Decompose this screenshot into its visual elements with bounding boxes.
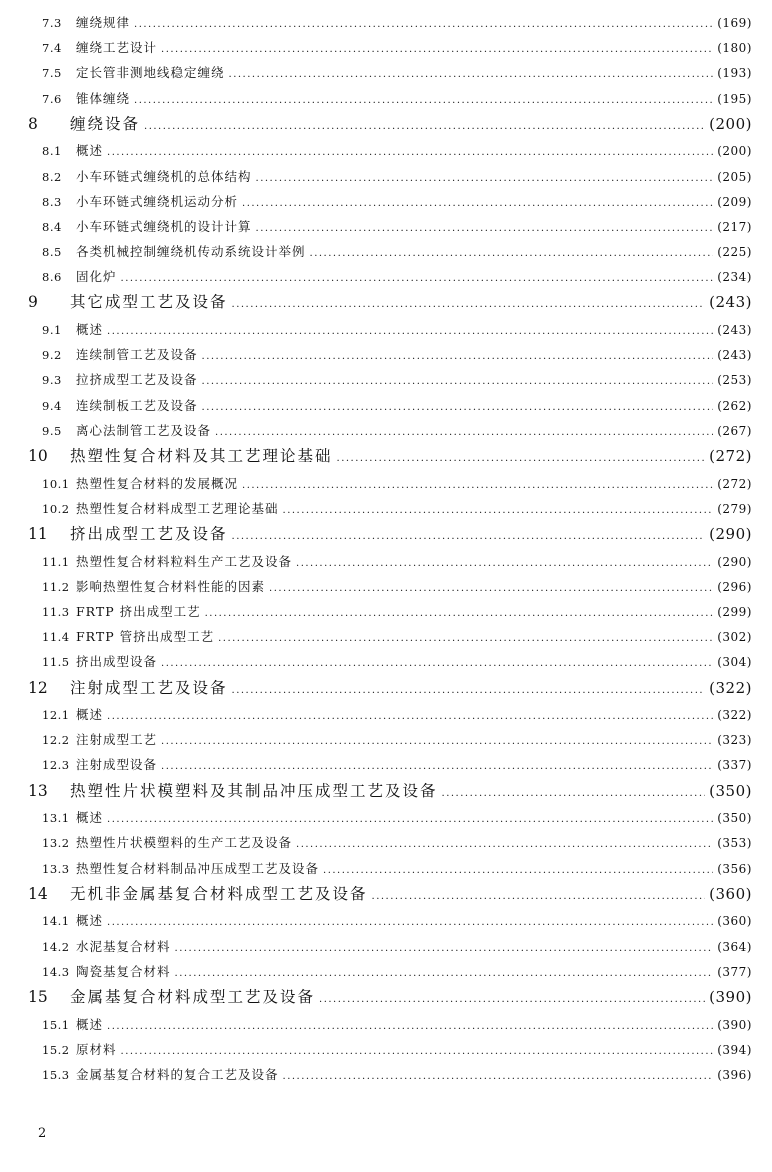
toc-entry-title: 概述 xyxy=(76,1016,104,1032)
toc-section-entry xyxy=(28,342,752,367)
toc-entry-page: (243) xyxy=(717,348,752,363)
toc-entry-number: 13.1 xyxy=(42,811,70,826)
dot-leader xyxy=(218,626,713,649)
dot-leader xyxy=(372,883,706,909)
toc-entry-title: 原材料 xyxy=(76,1041,117,1057)
toc-entry-title: 概述 xyxy=(76,913,104,929)
toc-entry-page: (396) xyxy=(717,1067,752,1082)
toc-section-entry xyxy=(28,214,752,239)
toc-entry-title: 小车环链式缠绕机的总体结构 xyxy=(76,168,252,184)
toc-entry-number: 14.1 xyxy=(42,914,70,929)
toc-entry-number: 9.4 xyxy=(42,398,62,413)
dot-leader xyxy=(232,677,706,703)
toc-entry-title: 缠绕工艺设计 xyxy=(76,40,158,56)
toc-section-entry xyxy=(28,856,752,881)
toc-entry-number: 13 xyxy=(28,781,48,800)
dot-leader xyxy=(310,241,714,264)
dot-leader xyxy=(202,395,714,418)
toc-entry-page: (200) xyxy=(717,144,752,159)
toc-entry-number: 15 xyxy=(28,987,48,1006)
toc-entry-number: 13.3 xyxy=(42,861,70,876)
toc-entry-page: (360) xyxy=(717,914,752,929)
toc-entry-title: 小车环链式缠绕机的设计计算 xyxy=(76,218,252,234)
toc-entry-title: 注射成型设备 xyxy=(76,757,158,773)
toc-section-entry xyxy=(28,574,752,599)
toc-section-entry xyxy=(28,1037,752,1062)
toc-entry-page: (217) xyxy=(717,219,752,234)
toc-entry-page: (322) xyxy=(717,708,752,723)
toc-entry-number: 8.2 xyxy=(42,169,62,184)
toc-entry-page: (337) xyxy=(717,758,752,773)
toc-entry-title: 热塑性片状模塑料及其制品冲压成型工艺及设备 xyxy=(70,781,438,800)
dot-leader xyxy=(121,266,714,289)
toc-entry-number: 11 xyxy=(28,524,48,543)
toc-entry-page: (279) xyxy=(717,501,752,516)
toc-entry-title: 概述 xyxy=(76,143,104,159)
toc-section-entry xyxy=(28,367,752,392)
toc-entry-title: 无机非金属基复合材料成型工艺及设备 xyxy=(70,884,368,903)
dot-leader xyxy=(161,729,713,752)
toc-entry-number: 11.1 xyxy=(42,554,70,569)
toc-entry-number: 12.2 xyxy=(42,733,70,748)
toc-section-entry xyxy=(28,60,752,85)
toc-entry-number: 15.1 xyxy=(42,1017,70,1032)
toc-entry-title: 小车环链式缠绕机运动分析 xyxy=(76,193,239,209)
toc-entry-number: 7.4 xyxy=(42,41,62,56)
toc-chapter-entry xyxy=(28,675,752,703)
toc-entry-title: 缠绕设备 xyxy=(70,114,141,133)
toc-section-entry xyxy=(28,264,752,289)
toc-section-entry xyxy=(28,138,752,163)
toc-entry-number: 14.3 xyxy=(42,964,70,979)
dot-leader xyxy=(319,986,705,1012)
toc-section-entry xyxy=(28,727,752,752)
toc-entry-number: 11.4 xyxy=(42,630,70,645)
toc-entry-number: 13.2 xyxy=(42,836,70,851)
toc-entry-page: (272) xyxy=(717,476,752,491)
dot-leader xyxy=(269,576,713,599)
dot-leader xyxy=(161,754,713,777)
toc-entry-page: (323) xyxy=(717,733,752,748)
dot-leader xyxy=(107,704,713,727)
dot-leader xyxy=(242,473,713,496)
toc-entry-title: 固化炉 xyxy=(76,269,117,285)
toc-entry-number: 12.3 xyxy=(42,758,70,773)
toc-section-entry xyxy=(28,164,752,189)
dot-leader xyxy=(232,523,706,549)
toc-section-entry xyxy=(28,549,752,574)
dot-leader xyxy=(175,936,714,959)
dot-leader xyxy=(107,140,713,163)
toc-entry-number: 9.3 xyxy=(42,373,62,388)
toc-entry-page: (205) xyxy=(717,169,752,184)
toc-section-entry xyxy=(28,496,752,521)
toc-entry-number: 9.2 xyxy=(42,348,62,363)
toc-entry-title: FRTP 挤出成型工艺 xyxy=(76,603,201,619)
toc-chapter-entry xyxy=(28,111,752,139)
toc-entry-title: 缠绕规律 xyxy=(76,15,131,30)
toc-entry-page: (299) xyxy=(717,604,752,619)
dot-leader xyxy=(337,445,706,471)
toc-entry-number: 12.1 xyxy=(42,708,70,723)
dot-leader xyxy=(256,216,714,239)
table-of-contents xyxy=(28,10,752,1087)
toc-entry-title: 注射成型工艺 xyxy=(76,732,158,748)
toc-entry-page: (234) xyxy=(717,270,752,285)
toc-entry-page: (356) xyxy=(717,861,752,876)
toc-entry-number: 15.2 xyxy=(42,1042,70,1057)
toc-entry-page: (390) xyxy=(717,1017,752,1032)
toc-entry-title: 水泥基复合材料 xyxy=(76,938,171,954)
toc-entry-page: (290) xyxy=(709,524,752,543)
toc-chapter-entry xyxy=(28,984,752,1012)
toc-entry-page: (390) xyxy=(709,987,752,1006)
toc-entry-number: 11.5 xyxy=(42,655,70,670)
toc-section-entry xyxy=(28,624,752,649)
toc-entry-number: 11.3 xyxy=(42,604,70,619)
dot-leader xyxy=(175,961,714,984)
toc-section-entry xyxy=(28,418,752,443)
toc-entry-page: (377) xyxy=(717,964,752,979)
dot-leader xyxy=(215,420,713,443)
toc-entry-title: 定长管非测地线稳定缠绕 xyxy=(76,65,225,81)
toc-entry-number: 9 xyxy=(28,293,38,312)
dot-leader xyxy=(202,344,714,367)
toc-section-entry xyxy=(28,959,752,984)
toc-entry-title: 热塑性复合材料粒料生产工艺及设备 xyxy=(76,553,293,569)
toc-entry-number: 7.5 xyxy=(42,66,62,81)
toc-section-entry xyxy=(28,317,752,342)
toc-entry-number: 12 xyxy=(28,678,48,697)
toc-section-entry xyxy=(28,189,752,214)
dot-leader xyxy=(107,910,713,933)
toc-entry-page: (302) xyxy=(717,630,752,645)
toc-entry-page: (253) xyxy=(717,373,752,388)
toc-entry-number: 7.3 xyxy=(42,16,62,30)
toc-entry-page: (243) xyxy=(709,293,752,312)
toc-entry-number: 8 xyxy=(28,114,38,133)
dot-leader xyxy=(442,780,706,806)
toc-entry-number: 8.5 xyxy=(42,245,62,260)
toc-entry-page: (364) xyxy=(717,939,752,954)
toc-section-entry xyxy=(28,830,752,855)
dot-leader xyxy=(161,651,713,674)
toc-entry-page: (360) xyxy=(709,884,752,903)
toc-entry-title: 热塑性复合材料制品冲压成型工艺及设备 xyxy=(76,860,320,876)
toc-entry-page: (304) xyxy=(717,655,752,670)
toc-entry-title: 影响热塑性复合材料性能的因素 xyxy=(76,578,266,594)
toc-entry-page: (225) xyxy=(717,245,752,260)
toc-entry-title: 其它成型工艺及设备 xyxy=(70,293,228,312)
dot-leader xyxy=(283,1064,714,1087)
toc-entry-number: 15.3 xyxy=(42,1067,70,1082)
dot-leader xyxy=(134,88,713,111)
toc-entry-page: (350) xyxy=(709,781,752,800)
dot-leader xyxy=(229,62,714,85)
toc-entry-title: 热塑性复合材料成型工艺理论基础 xyxy=(76,500,279,516)
toc-section-entry xyxy=(28,35,752,60)
toc-entry-title: 金属基复合材料的复合工艺及设备 xyxy=(76,1066,279,1082)
toc-entry-title: 离心法制管工艺及设备 xyxy=(76,422,212,438)
dot-leader xyxy=(242,191,713,214)
toc-section-entry xyxy=(28,239,752,264)
toc-chapter-entry xyxy=(28,289,752,317)
dot-leader xyxy=(134,12,713,35)
toc-entry-title: 连续制管工艺及设备 xyxy=(76,347,198,363)
page-number: 2 xyxy=(38,1126,47,1141)
toc-entry-number: 14.2 xyxy=(42,939,70,954)
toc-entry-page: (272) xyxy=(709,447,752,465)
toc-entry-title: 挤出成型设备 xyxy=(76,654,158,670)
toc-section-entry xyxy=(28,908,752,933)
toc-section-entry xyxy=(28,1062,752,1087)
toc-chapter-entry xyxy=(28,443,752,471)
toc-entry-page: (209) xyxy=(717,194,752,209)
toc-entry-number: 10.1 xyxy=(42,476,70,491)
toc-section-entry xyxy=(28,805,752,830)
toc-entry-title: 概述 xyxy=(76,322,104,338)
toc-entry-number: 9.1 xyxy=(42,323,62,338)
dot-leader xyxy=(107,807,713,830)
dot-leader xyxy=(296,832,713,855)
toc-entry-page: (394) xyxy=(717,1042,752,1057)
toc-entry-page: (169) xyxy=(717,16,752,30)
toc-entry-number: 11.2 xyxy=(42,579,70,594)
toc-entry-page: (193) xyxy=(717,66,752,81)
toc-section-entry xyxy=(28,1012,752,1037)
toc-entry-title: 热塑性片状模塑料的生产工艺及设备 xyxy=(76,835,293,851)
toc-entry-page: (195) xyxy=(717,91,752,106)
toc-entry-title: 锥体缠绕 xyxy=(76,90,131,106)
toc-entry-number: 8.6 xyxy=(42,270,62,285)
toc-entry-page: (180) xyxy=(717,41,752,56)
toc-entry-title: 金属基复合材料成型工艺及设备 xyxy=(70,987,316,1006)
dot-leader xyxy=(107,319,713,342)
toc-section-entry xyxy=(28,649,752,674)
toc-section-entry xyxy=(28,471,752,496)
toc-section-entry xyxy=(28,934,752,959)
toc-entry-title: 挤出成型工艺及设备 xyxy=(70,524,228,543)
toc-section-entry xyxy=(28,10,752,35)
dot-leader xyxy=(232,291,706,317)
dot-leader xyxy=(296,551,713,574)
toc-entry-number: 9.5 xyxy=(42,423,62,438)
toc-entry-number: 7.6 xyxy=(42,91,62,106)
toc-entry-number: 10.2 xyxy=(42,501,70,516)
dot-leader xyxy=(205,601,714,624)
toc-chapter-entry xyxy=(28,778,752,806)
toc-entry-number: 8.1 xyxy=(42,144,62,159)
toc-entry-page: (350) xyxy=(717,811,752,826)
toc-entry-title: FRTP 管挤出成型工艺 xyxy=(76,629,215,645)
toc-chapter-entry xyxy=(28,521,752,549)
toc-entry-page: (322) xyxy=(709,678,752,697)
toc-entry-number: 8.4 xyxy=(42,219,62,234)
toc-entry-title: 概述 xyxy=(76,810,104,826)
dot-leader xyxy=(202,369,714,392)
toc-entry-page: (290) xyxy=(717,554,752,569)
toc-entry-title: 拉挤成型工艺及设备 xyxy=(76,372,198,388)
toc-entry-title: 注射成型工艺及设备 xyxy=(70,678,228,697)
toc-entry-title: 各类机械控制缠绕机传动系统设计举例 xyxy=(76,244,306,260)
toc-section-entry xyxy=(28,393,752,418)
toc-entry-page: (262) xyxy=(717,398,752,413)
toc-section-entry xyxy=(28,752,752,777)
toc-section-entry xyxy=(28,599,752,624)
dot-leader xyxy=(283,498,714,521)
toc-entry-number: 14 xyxy=(28,884,48,903)
toc-section-entry xyxy=(28,86,752,111)
dot-leader xyxy=(107,1014,713,1037)
dot-leader xyxy=(121,1039,714,1062)
toc-entry-title: 概述 xyxy=(76,707,104,723)
toc-section-entry xyxy=(28,702,752,727)
toc-entry-title: 陶瓷基复合材料 xyxy=(76,963,171,979)
toc-entry-title: 热塑性复合材料的发展概况 xyxy=(76,475,239,491)
toc-entry-title: 连续制板工艺及设备 xyxy=(76,397,198,413)
toc-entry-page: (267) xyxy=(717,423,752,438)
toc-entry-page: (243) xyxy=(717,323,752,338)
dot-leader xyxy=(144,113,705,139)
toc-entry-page: (353) xyxy=(717,836,752,851)
dot-leader xyxy=(161,37,713,60)
dot-leader xyxy=(323,858,713,881)
toc-entry-page: (296) xyxy=(717,579,752,594)
toc-entry-title: 热塑性复合材料及其工艺理论基础 xyxy=(70,447,333,465)
toc-entry-number: 8.3 xyxy=(42,194,62,209)
dot-leader xyxy=(256,166,714,189)
toc-entry-page: (200) xyxy=(709,114,752,133)
toc-entry-number: 10 xyxy=(28,447,48,465)
toc-chapter-entry xyxy=(28,881,752,909)
